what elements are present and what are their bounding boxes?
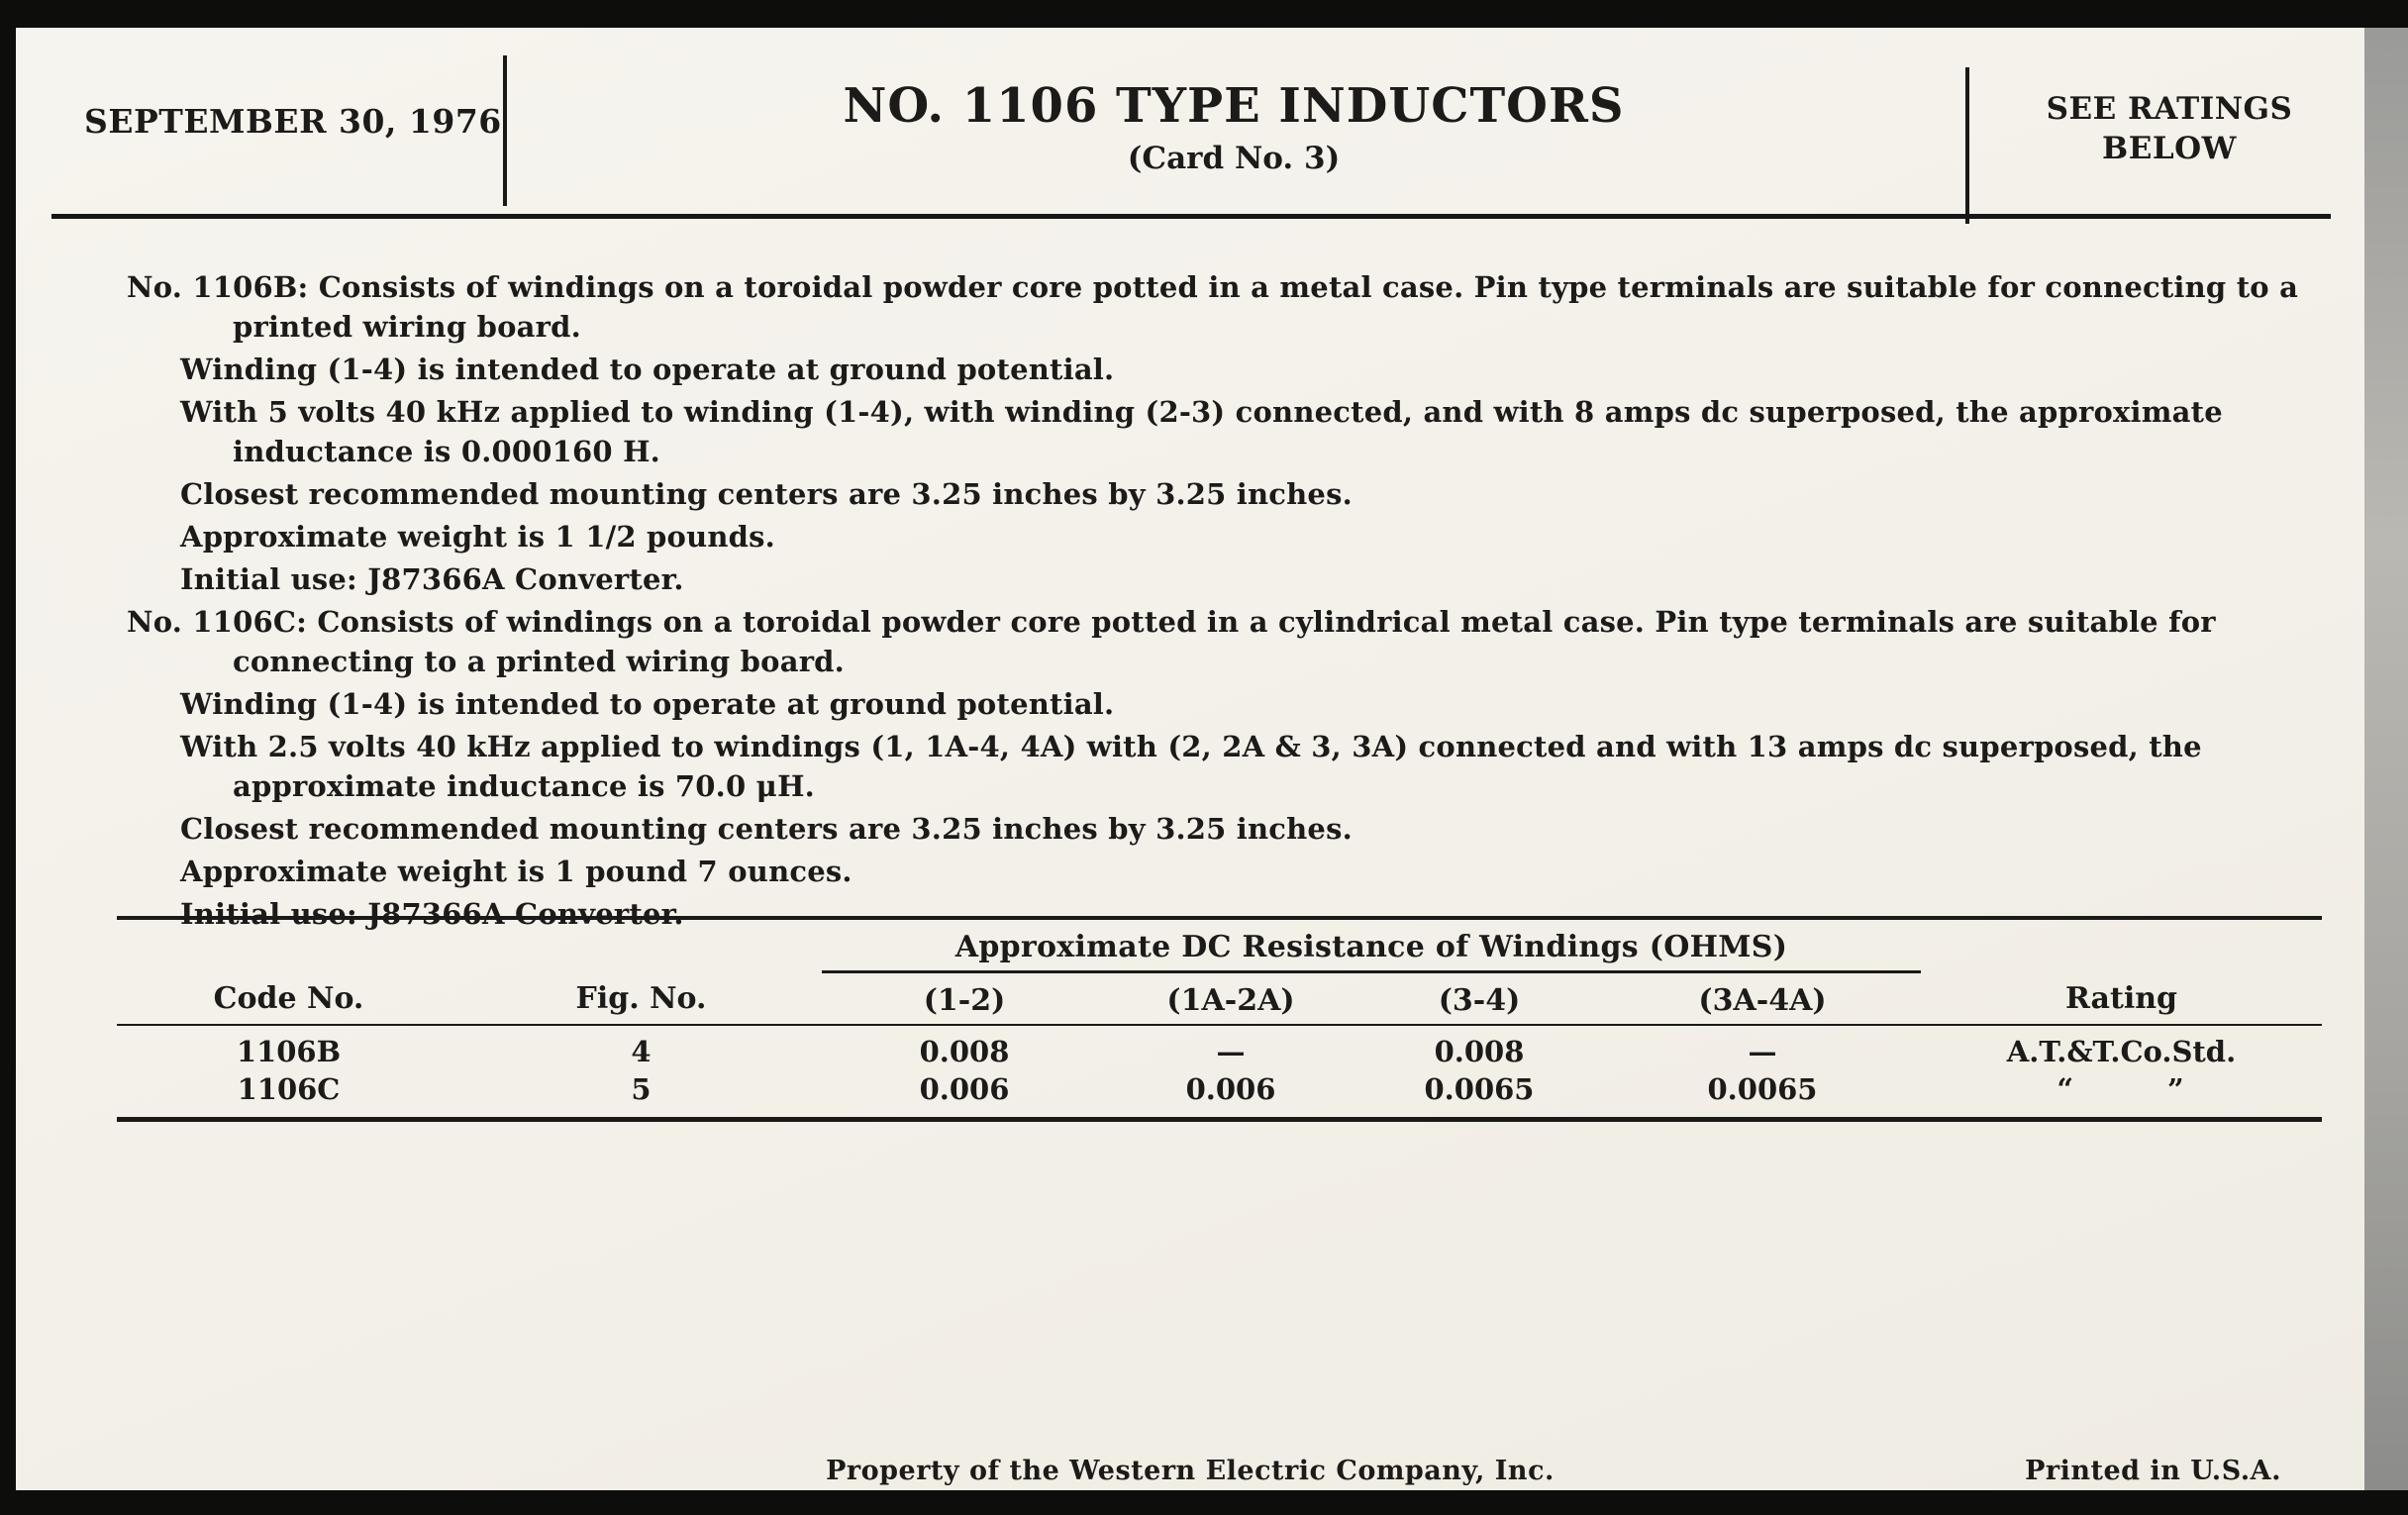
spec-paragraph-1106b-use: Initial use: J87366A Converter.: [180, 562, 684, 596]
property-notice: Property of the Western Electric Company, Inc.: [826, 1456, 1555, 1486]
spec-paragraph-1106c-weight: Approximate weight is 1 pound 7 ounces.: [180, 855, 853, 888]
cell-fig-no: 5: [631, 1072, 652, 1106]
spec-paragraph-1106b-winding: Winding (1-4) is intended to operate at ground potential.: [180, 353, 1115, 386]
ratings-table: [117, 916, 2322, 1122]
spec-paragraph-1106b-weight: Approximate weight is 1 1/2 pounds.: [180, 520, 775, 554]
column-header-3-4: (3-4): [1354, 972, 1604, 1026]
page-title: NO. 1106 TYPE INDUCTORS: [843, 78, 1625, 134]
column-header-code-no: Code No.: [117, 918, 460, 1025]
spec-paragraph-1106c-use: Initial use: J87366A Converter.: [180, 897, 684, 931]
spec-paragraph-1106b-intro: No. 1106B: Consists of windings on a toroidal powder core potted in a metal case. Pin type terminals are suitable for connecting to a printed wiring board.: [127, 270, 2299, 344]
column-header-1-2: (1-2): [822, 972, 1107, 1026]
cell-rating-ditto: “ ”: [2057, 1072, 2186, 1106]
table-row-1106c: [117, 1070, 2322, 1120]
inductor-data-card: [16, 28, 2364, 1490]
cell-resistance-1-2: 0.008: [919, 1035, 1010, 1068]
cell-rating: A.T.&T.Co.Std.: [2006, 1035, 2237, 1068]
column-header-1a-2a: (1A-2A): [1107, 972, 1354, 1026]
ratings-note: [2018, 89, 2321, 168]
ratings-note-line1: SEE RATINGS: [2046, 91, 2293, 127]
column-header-3a-4a: (3A-4A): [1604, 972, 1921, 1026]
ratings-note-line2: BELOW: [2102, 131, 2237, 166]
spec-paragraph-1106c-mounting: Closest recommended mounting centers are 3.25 inches by 3.25 inches.: [180, 812, 1353, 846]
cell-resistance-3a-4a: —: [1748, 1035, 1777, 1068]
cell-resistance-3-4: 0.0065: [1424, 1072, 1535, 1106]
header-divider-right: [1965, 67, 1969, 224]
column-header-fig-no: Fig. No.: [460, 918, 822, 1025]
column-header-rating: Rating: [1921, 918, 2322, 1025]
spec-paragraph-1106c-inductance: With 2.5 volts 40 kHz applied to windings (1, 1A-4, 4A) with (2, 2A & 3, 3A) connected and with 13 amps dc superposed, the approximate inductance is 70.0 μH.: [180, 730, 2202, 803]
card-date: SEPTEMBER 30, 1976: [84, 102, 502, 141]
header-divider-left: [503, 55, 507, 206]
cell-resistance-3-4: 0.008: [1434, 1035, 1525, 1068]
cell-fig-no: 4: [631, 1035, 652, 1068]
spec-paragraph-1106c-intro: No. 1106C: Consists of windings on a toroidal powder core potted in a cylindrical metal case. Pin type terminals are suitable for connecting to a printed wiring board.: [127, 605, 2216, 678]
table-span-header: Approximate DC Resistance of Windings (OHMS): [822, 918, 1921, 972]
header-rule: [51, 214, 2331, 219]
cell-code-no: 1106C: [237, 1072, 341, 1106]
cell-resistance-1a-2a: —: [1216, 1035, 1246, 1068]
cell-code-no: 1106B: [236, 1035, 342, 1068]
spec-paragraph-1106c-winding: Winding (1-4) is intended to operate at ground potential.: [180, 687, 1115, 721]
page-subtitle: (Card No. 3): [1127, 141, 1341, 176]
printed-in-notice: Printed in U.S.A.: [2025, 1456, 2281, 1486]
table-row-1106b: [117, 1025, 2322, 1070]
cell-resistance-1a-2a: 0.006: [1185, 1072, 1276, 1106]
scan-edge-strip: [2364, 28, 2408, 1490]
description-section: [16, 267, 2319, 937]
title-block: [511, 79, 1956, 176]
cell-resistance-3a-4a: 0.0065: [1707, 1072, 1818, 1106]
cell-resistance-1-2: 0.006: [919, 1072, 1010, 1106]
spec-paragraph-1106b-mounting: Closest recommended mounting centers are 3.25 inches by 3.25 inches.: [180, 477, 1353, 511]
spec-paragraph-1106b-inductance: With 5 volts 40 kHz applied to winding (1-4), with winding (2-3) connected, and with 8 amps dc superposed, the approximate inductance is 0.000160 H.: [180, 395, 2223, 468]
ratings-table-section: [117, 916, 2322, 1122]
